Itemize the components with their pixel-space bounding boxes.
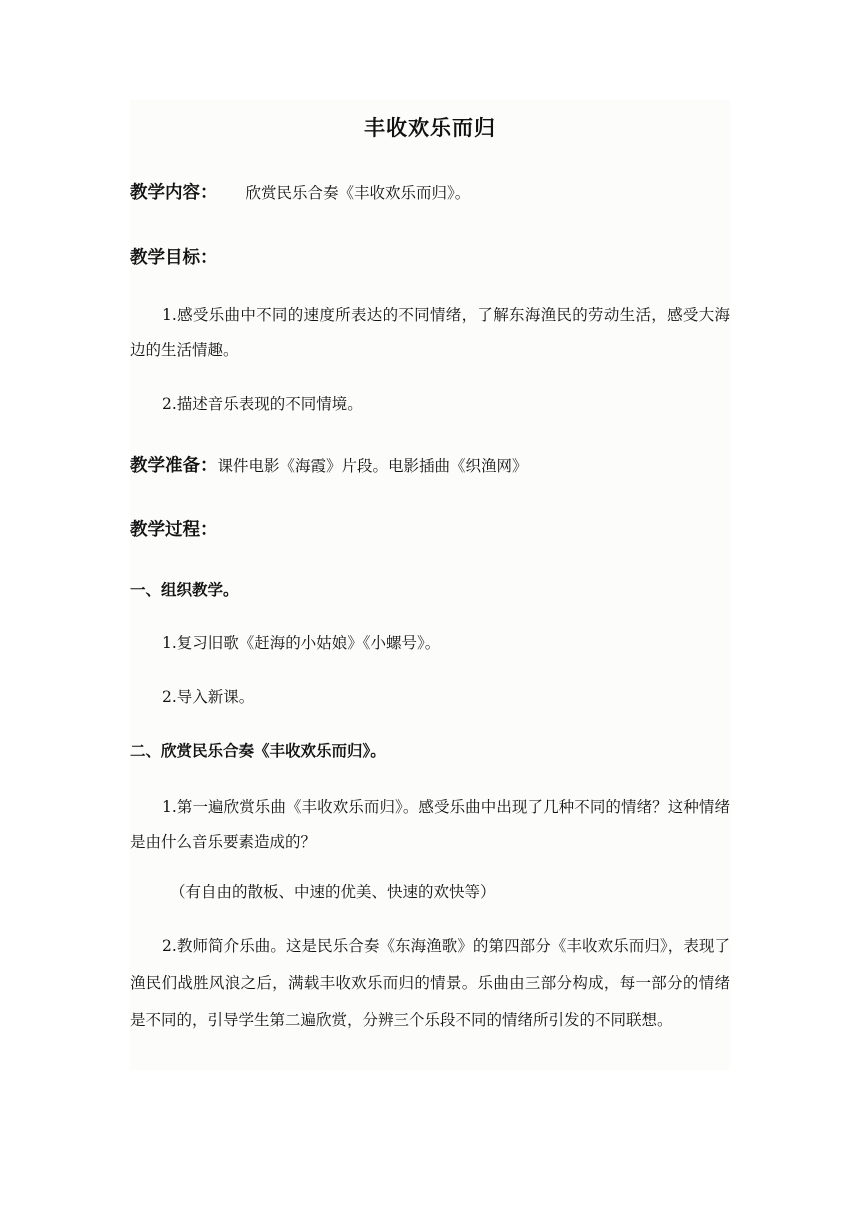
teaching-process-label: 教学过程： [130,520,218,540]
teaching-goals-label: 教学目标： [130,248,218,268]
goal-item-2: 2.描述音乐表现的不同情境。 [162,395,363,413]
section-1-item-1: 1.复习旧歌《赶海的小姑娘》《小螺号》。 [162,634,441,652]
teaching-content-line [130,179,730,207]
goal-item-1: 1.感受乐曲中不同的速度所表达的不同情绪，了解东海渔民的劳动生活，感受大海边的生活情趣。 [130,306,730,359]
section-2-item-2: 2.教师简介乐曲。这是民乐合奏《东海渔歌》的第四部分《丰收欢乐而归》，表现了渔民们战胜风浪之后，满载丰收欢乐而归的情景。乐曲由三部分构成，每一部分的情绪是不同的，引导学生第二遍欣赏，分辨三个乐段不同的情绪所引发的不同联想。 [130,937,730,1029]
teaching-prep-line [130,452,730,480]
teaching-content-label: 教学内容： [130,183,218,203]
section-1-item-2: 2.导入新课。 [162,688,255,706]
teaching-prep-label: 教学准备： [130,456,218,476]
section-1-heading: 一、组织教学。 [130,581,239,599]
teaching-content-text: 欣赏民乐合奏《丰收欢乐而归》。 [245,184,471,202]
section-2-item-1: 1.第一遍欣赏乐曲《丰收欢乐而归》。感受乐曲中出现了几种不同的情绪？这种情绪是由什么音乐要素造成的？ [130,798,730,851]
document-title: 丰收欢乐而归 [364,116,496,140]
section-2-note: （有自由的散板、中速的优美、快速的欢快等） [170,883,496,901]
section-2-heading: 二、欣赏民乐合奏《丰收欢乐而归》。 [130,742,386,760]
teaching-prep-text: 课件电影《海霞》片段。电影插曲《织渔网》 [217,457,528,475]
